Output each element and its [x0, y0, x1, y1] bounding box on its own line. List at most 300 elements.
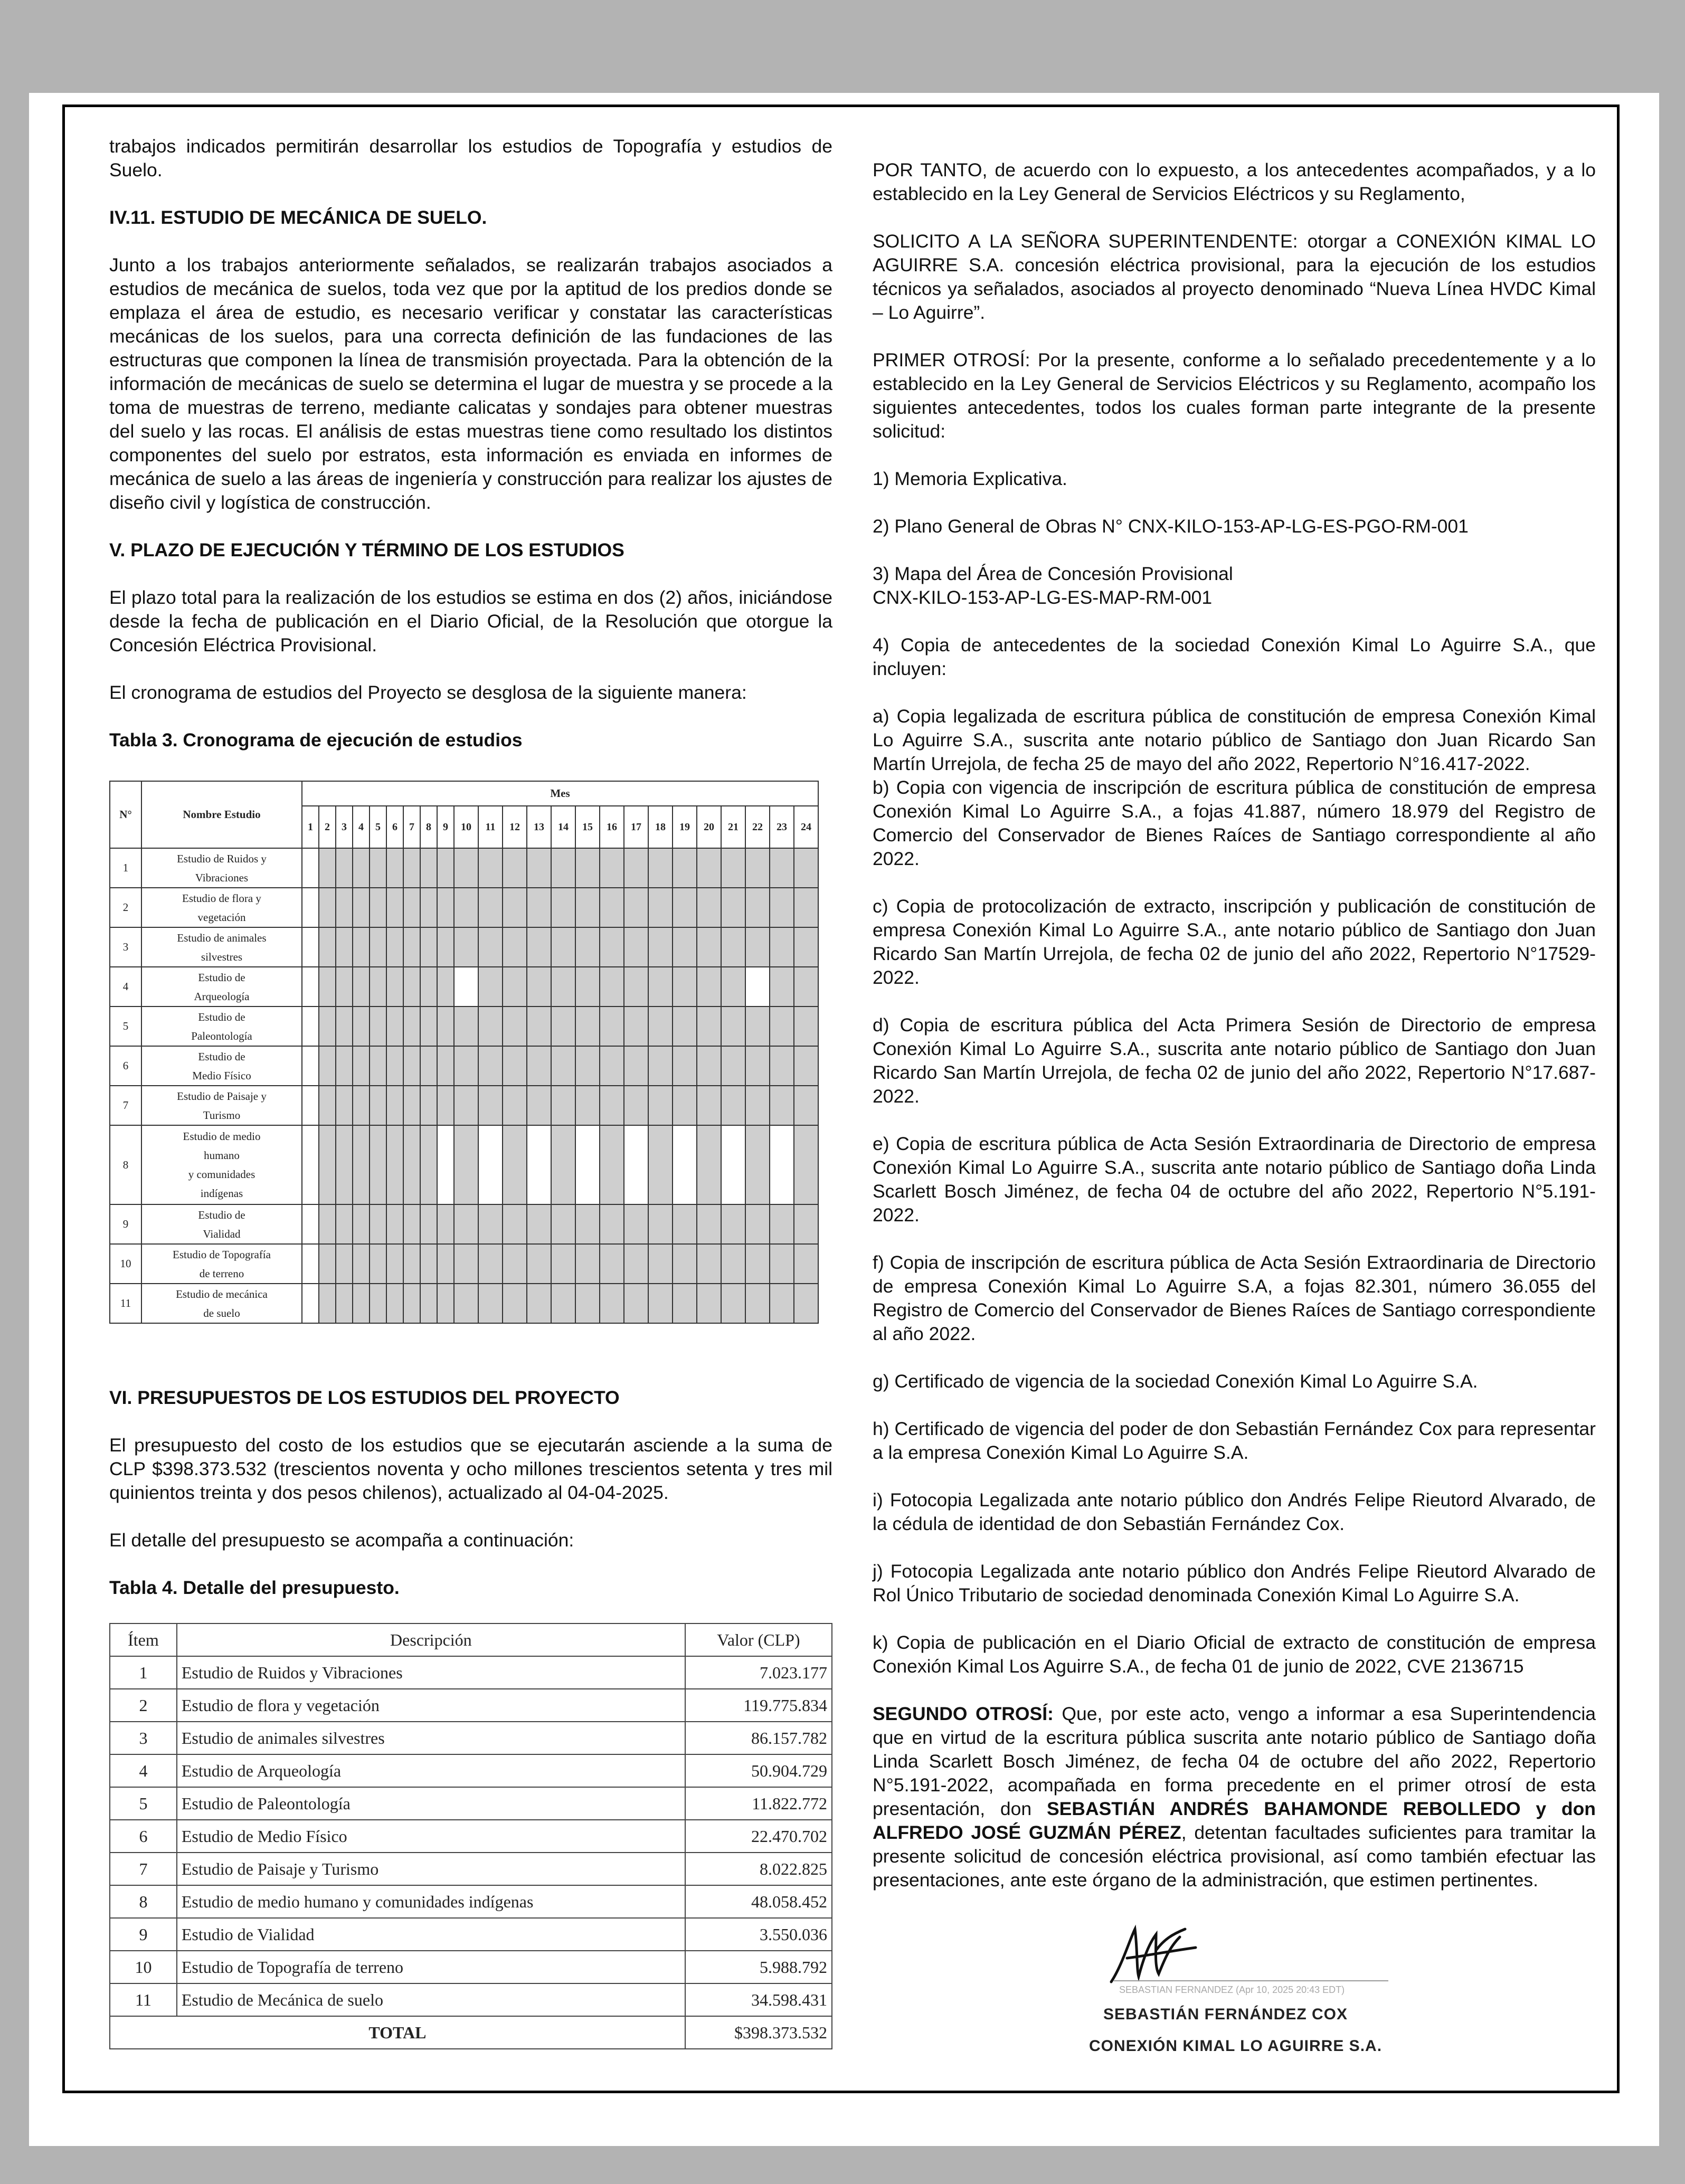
schedule-cell-active [353, 848, 370, 888]
section-vi-paragraph-1: El presupuesto del costo de los estudios que se ejecutarán asciende a la suma de CLP $398.373.532 (trescientos noventa y ocho millones trescientos setenta y tres mil quinientos treinta y dos pesos chilenos), actualizado al 04-04-2025. [109, 1435, 832, 1503]
schedule-cell-active [745, 1284, 770, 1323]
schedule-row [110, 1006, 818, 1046]
schedule-cell-active [353, 1086, 370, 1125]
primer-otrosi-paragraph: PRIMER OTROSÍ: Por la presente, conforme a lo señalado precedentemente y a lo establecido en la Ley General de Servicios Eléctricos y su Reglamento, acompaño los siguientes antecedentes, todos los cuales forman parte integrante de la presente solicitud: [873, 349, 1596, 442]
schedule-row [110, 848, 818, 888]
schedule-cell-empty [302, 848, 319, 888]
list-item-4: 4) Copia de antecedentes de la sociedad Conexión Kimal Lo Aguirre S.A., que incluyen: [873, 634, 1596, 679]
schedule-cell-empty [302, 1006, 319, 1046]
schedule-cell-active [600, 927, 624, 967]
section-iv11-paragraph: Junto a los trabajos anteriormente señalados, se realizarán trabajos asociados a estudios de mecánica de suelos, toda vez que por la aptitud de los predios donde se emplaza el área de estudio, es necesario verificar y constatar las características mecánicas de los suelos, para una correcta definición de las fundaciones de las estructuras que componen la línea de transmisión proyectada. Para la obtención de la información de mecánicas de suelo se determina el lugar de muestra y se procede a la toma de muestras de terreno, mediante calicatas y sondajes para obtener muestras del suelo y las rocas. El análisis de estas muestras tiene como resultado los distintos componentes del suelo por estratos, esta información es enviada en informes de mecánica de suelo a las áreas de ingeniería y construcción para realizar los ajustes de diseño civil y logística de construcción. [109, 254, 832, 513]
schedule-cell-active [503, 848, 527, 888]
budget-value: 22.470.702 [685, 1820, 832, 1853]
schedule-cell-active [697, 1204, 721, 1244]
schedule-cell-active [600, 1284, 624, 1323]
schedule-cell-active [403, 1204, 420, 1244]
schedule-cell-active [454, 927, 478, 967]
schedule-cell-active [503, 1204, 527, 1244]
schedule-cell-active [745, 1006, 770, 1046]
schedule-cell-active [503, 1244, 527, 1284]
schedule-cell-active [319, 1046, 336, 1086]
schedule-cell-active [551, 848, 575, 888]
schedule-cell-active [794, 927, 818, 967]
schedule-month-label: 17 [624, 806, 648, 848]
schedule-cell-active [794, 1284, 818, 1323]
schedule-cell-active [697, 1046, 721, 1086]
schedule-row-name-line: Arqueología [194, 990, 250, 1003]
schedule-cell-active [551, 888, 575, 927]
schedule-cell-active [648, 888, 673, 927]
schedule-cell-active [527, 1284, 551, 1323]
schedule-row-name [141, 848, 302, 888]
schedule-cell-active [503, 1046, 527, 1086]
schedule-cell-active [551, 1125, 575, 1204]
schedule-cell-active [745, 1244, 770, 1284]
schedule-cell-active [648, 848, 673, 888]
schedule-cell-active [673, 1046, 697, 1086]
schedule-cell-active [721, 848, 745, 888]
schedule-cell-active [336, 1125, 353, 1204]
schedule-cell-active [770, 967, 794, 1006]
schedule-cell-active [600, 1046, 624, 1086]
schedule-row-name-line: Estudio de Paisaje y [177, 1089, 267, 1103]
budget-value: 5.988.792 [685, 1951, 832, 1983]
schedule-cell-active [551, 1006, 575, 1046]
schedule-row-number: 11 [110, 1284, 141, 1323]
schedule-cell-active [503, 1086, 527, 1125]
schedule-cell-active [420, 1204, 437, 1244]
schedule-cell-active [403, 1006, 420, 1046]
schedule-row-number: 1 [110, 848, 141, 888]
schedule-row-name-line: Vialidad [203, 1227, 241, 1240]
budget-item: 8 [110, 1885, 177, 1918]
schedule-cell-active [386, 848, 403, 888]
schedule-cell-active [745, 1046, 770, 1086]
schedule-cell-active [648, 1086, 673, 1125]
signatory-name: SEBASTIÁN FERNÁNDEZ COX [1103, 2006, 1348, 2023]
schedule-cell-empty [302, 888, 319, 927]
schedule-month-label: 7 [403, 806, 420, 848]
schedule-cell-empty [302, 967, 319, 1006]
schedule-cell-active [437, 1086, 454, 1125]
schedule-cell-active [551, 1284, 575, 1323]
schedule-row-name [141, 1284, 302, 1323]
schedule-cell-active [624, 1284, 648, 1323]
schedule-row-name-line: de suelo [203, 1306, 240, 1319]
schedule-cell-active [697, 888, 721, 927]
schedule-row-name-line: Estudio de medio [183, 1130, 261, 1143]
schedule-month-label: 1 [302, 806, 319, 848]
budget-item: 2 [110, 1689, 177, 1722]
schedule-cell-active [336, 1284, 353, 1323]
list-item-e: e) Copia de escritura pública de Acta Sesión Extraordinaria de Directorio de empresa Conexión Kimal Lo Aguirre S.A., suscrita ante notario público de Santiago doña Linda Scarlett Bosch Jiménez, de fecha 04 de octubre del año 2022, Repertorio N°5.191-2022. [873, 1133, 1596, 1226]
schedule-cell-active [624, 888, 648, 927]
schedule-row-name-line: Estudio de animales [177, 931, 267, 944]
budget-row [110, 1983, 832, 2016]
schedule-month-label: 11 [478, 806, 503, 848]
schedule-cell-active [551, 927, 575, 967]
schedule-cell-active [745, 1086, 770, 1125]
schedule-row-name-line: vegetación [197, 910, 246, 924]
budget-total-row [110, 2016, 832, 2049]
schedule-cell-active [386, 1125, 403, 1204]
schedule-cell-active [370, 1125, 386, 1204]
schedule-cell-active [503, 1284, 527, 1323]
schedule-cell-active [770, 1006, 794, 1046]
segundo-otrosi-paragraph [873, 1702, 1596, 1892]
budget-total-value: $398.373.532 [685, 2016, 832, 2049]
schedule-cell-active [648, 1284, 673, 1323]
budget-value: 48.058.452 [685, 1885, 832, 1918]
schedule-cell-active [386, 1086, 403, 1125]
schedule-row-name [141, 1244, 302, 1284]
list-item-j: j) Fotocopia Legalizada ante notario público don Andrés Felipe Rieutord Alvarado de Rol Único Tributario de sociedad denominada Conexión Kimal Lo Aguirre S.A. [873, 1561, 1596, 1606]
schedule-cell-active [437, 927, 454, 967]
schedule-row-number: 4 [110, 967, 141, 1006]
list-item-3-line-2: CNX-KILO-153-AP-LG-ES-MAP-RM-001 [873, 587, 1213, 608]
schedule-cell-empty [302, 1244, 319, 1284]
schedule-cell-active [575, 1244, 600, 1284]
schedule-cell-active [770, 927, 794, 967]
schedule-cell-active [478, 1006, 503, 1046]
schedule-cell-active [319, 1284, 336, 1323]
list-item-d: d) Copia de escritura pública del Acta Primera Sesión de Directorio de empresa Conexión Kimal Lo Aguirre S.A., suscrita ante notario público de Santiago don Juan Ricardo San Martín Urrejola, de fecha 02 de junio del año 2022, Repertorio N°17.687-2022. [873, 1014, 1596, 1107]
schedule-cell-empty [770, 1125, 794, 1204]
section-vi-heading: VI. PRESUPUESTOS DE LOS ESTUDIOS DEL PROYECTO [109, 1387, 620, 1408]
schedule-cell-empty [302, 1204, 319, 1244]
schedule-cell-active [503, 927, 527, 967]
schedule-cell-active [336, 1006, 353, 1046]
budget-description: Estudio de Medio Físico [177, 1820, 685, 1853]
schedule-cell-active [673, 1244, 697, 1284]
schedule-cell-active [721, 1244, 745, 1284]
schedule-cell-active [403, 927, 420, 967]
section-v-heading: V. PLAZO DE EJECUCIÓN Y TÉRMINO DE LOS ESTUDIOS [109, 539, 624, 561]
section-v-paragraph-1: El plazo total para la realización de los estudios se estima en dos (2) años, iniciándose desde la fecha de publicación en el Diario Oficial, de la Resolución que otorgue la Concesión Eléctrica Provisional. [109, 587, 832, 656]
schedule-cell-active [600, 1125, 624, 1204]
schedule-cell-active [420, 848, 437, 888]
schedule-cell-active [624, 1006, 648, 1046]
schedule-cell-active [794, 888, 818, 927]
schedule-cell-active [673, 1284, 697, 1323]
budget-row [110, 1754, 832, 1787]
schedule-cell-active [745, 1204, 770, 1244]
schedule-month-label: 14 [551, 806, 575, 848]
schedule-row-number: 5 [110, 1006, 141, 1046]
schedule-cell-active [336, 1244, 353, 1284]
schedule-header-number: N° [110, 781, 141, 848]
schedule-cell-active [600, 888, 624, 927]
schedule-cell-active [624, 848, 648, 888]
schedule-cell-active [770, 1204, 794, 1244]
budget-value: 8.022.825 [685, 1853, 832, 1885]
signature-stamp: SEBASTIAN FERNANDEZ (Apr 10, 2025 20:43 EDT) [1119, 1984, 1345, 1995]
schedule-cell-active [673, 1204, 697, 1244]
schedule-cell-active [527, 927, 551, 967]
schedule-cell-active [575, 1204, 600, 1244]
schedule-cell-active [551, 1086, 575, 1125]
budget-row [110, 1853, 832, 1885]
schedule-month-label: 19 [673, 806, 697, 848]
budget-item: 3 [110, 1722, 177, 1754]
schedule-cell-active [673, 1086, 697, 1125]
schedule-cell-empty [302, 1125, 319, 1204]
schedule-row-name-line: Vibraciones [195, 871, 249, 884]
schedule-cell-active [770, 1046, 794, 1086]
schedule-cell-active [575, 967, 600, 1006]
schedule-cell-active [673, 967, 697, 1006]
schedule-cell-active [478, 1204, 503, 1244]
schedule-cell-active [386, 888, 403, 927]
schedule-cell-active [437, 1204, 454, 1244]
schedule-month-label: 13 [527, 806, 551, 848]
schedule-row-number: 10 [110, 1244, 141, 1284]
segundo-otrosi-text-2: , detentan facultades suficientes para tramitar la presente solicitud de concesión eléctrica provisional, así como también efectuar las presentaciones, ante este órgano de la administración, que estimen pertinentes. [873, 1822, 1596, 1891]
schedule-row [110, 1125, 818, 1204]
budget-description: Estudio de Ruidos y Vibraciones [177, 1656, 685, 1689]
budget-row [110, 1885, 832, 1918]
schedule-cell-active [319, 927, 336, 967]
budget-description: Estudio de medio humano y comunidades indígenas [177, 1885, 685, 1918]
schedule-row-name-line: silvestres [201, 950, 243, 963]
budget-value: 34.598.431 [685, 1983, 832, 2016]
schedule-cell-active [370, 1046, 386, 1086]
schedule-cell-active [624, 1046, 648, 1086]
schedule-cell-active [794, 1244, 818, 1284]
segundo-otrosi-names: SEBASTIÁN ANDRÉS BAHAMONDE REBOLLEDO y don ALFREDO JOSÉ GUZMÁN PÉREZ [873, 1798, 1596, 1843]
schedule-cell-active [478, 1086, 503, 1125]
section-v-paragraph-2: El cronograma de estudios del Proyecto se desglosa de la siguiente manera: [109, 682, 747, 703]
schedule-cell-active [600, 848, 624, 888]
schedule-cell-empty [302, 1086, 319, 1125]
list-item-c: c) Copia de protocolización de extracto, inscripción y publicación de constitución de empresa Conexión Kimal Lo Aguirre S.A., ante notario público de Santiago don Juan Ricardo San Martín Urrejola, de fecha 02 de junio del año 2022, Repertorio N°17529-2022. [873, 896, 1596, 988]
schedule-cell-active [403, 1284, 420, 1323]
budget-item: 7 [110, 1853, 177, 1885]
budget-item: 4 [110, 1754, 177, 1787]
budget-header-item: Ítem [110, 1623, 177, 1656]
schedule-cell-active [437, 1244, 454, 1284]
schedule-cell-active [794, 848, 818, 888]
budget-value: 7.023.177 [685, 1656, 832, 1689]
schedule-cell-active [697, 1284, 721, 1323]
schedule-cell-active [319, 967, 336, 1006]
schedule-cell-active [721, 1086, 745, 1125]
schedule-cell-active [386, 1046, 403, 1086]
budget-description: Estudio de Vialidad [177, 1918, 685, 1951]
schedule-cell-active [600, 1204, 624, 1244]
schedule-row-name [141, 888, 302, 927]
schedule-cell-active [370, 927, 386, 967]
schedule-row-name-line: indígenas [200, 1187, 243, 1200]
schedule-cell-active [403, 1046, 420, 1086]
schedule-cell-active [721, 1046, 745, 1086]
schedule-cell-active [527, 1046, 551, 1086]
schedule-cell-active [648, 1006, 673, 1046]
schedule-cell-active [437, 848, 454, 888]
schedule-cell-active [721, 1006, 745, 1046]
schedule-month-label: 3 [336, 806, 353, 848]
schedule-cell-active [697, 1244, 721, 1284]
schedule-cell-active [770, 888, 794, 927]
schedule-cell-active [386, 1204, 403, 1244]
schedule-cell-active [624, 967, 648, 1006]
schedule-cell-active [437, 1284, 454, 1323]
schedule-cell-active [673, 888, 697, 927]
schedule-month-label: 2 [319, 806, 336, 848]
segundo-otrosi-text-1: Que, por este acto, vengo a informar a esa Superintendencia que en virtud de la escritura pública suscrita ante notario público de Santiago doña Linda Scarlett Bosch Jiménez, de fecha 04 de octubre del año 2022, Repertorio N°5.191-2022, acompañada en forma precedente en el primer otrosí de esta presentación, don [873, 1703, 1596, 1819]
schedule-cell-active [386, 967, 403, 1006]
schedule-cell-active [673, 927, 697, 967]
schedule-header-month: Mes [302, 781, 818, 806]
schedule-month-label: 15 [575, 806, 600, 848]
budget-value: 119.775.834 [685, 1689, 832, 1722]
schedule-cell-active [794, 1006, 818, 1046]
schedule-cell-active [624, 1244, 648, 1284]
schedule-cell-active [551, 1046, 575, 1086]
schedule-cell-active [420, 1284, 437, 1323]
schedule-cell-active [353, 888, 370, 927]
list-item-g: g) Certificado de vigencia de la sociedad Conexión Kimal Lo Aguirre S.A. [873, 1371, 1478, 1392]
schedule-cell-active [454, 1204, 478, 1244]
schedule-cell-active [527, 1204, 551, 1244]
list-item-a: a) Copia legalizada de escritura pública de constitución de empresa Conexión Kimal Lo Aguirre S.A., suscrita ante notario público de Santiago don Juan Ricardo San Martín Urrejola, de fecha 25 de mayo del año 2022, Repertorio N°16.417-2022. [873, 706, 1596, 774]
schedule-month-label: 20 [697, 806, 721, 848]
schedule-cell-active [454, 1046, 478, 1086]
schedule-cell-active [403, 1086, 420, 1125]
table-3-title: Tabla 3. Cronograma de ejecución de estudios [109, 729, 523, 751]
budget-row [110, 1820, 832, 1853]
schedule-month-label: 12 [503, 806, 527, 848]
schedule-cell-active [770, 1284, 794, 1323]
budget-item: 1 [110, 1656, 177, 1689]
schedule-cell-active [478, 888, 503, 927]
schedule-cell-active [478, 1046, 503, 1086]
schedule-cell-active [794, 967, 818, 1006]
schedule-cell-active [575, 848, 600, 888]
budget-item: 6 [110, 1820, 177, 1853]
budget-item: 10 [110, 1951, 177, 1983]
budget-value: 50.904.729 [685, 1754, 832, 1787]
schedule-row-name-line: y comunidades [188, 1168, 255, 1181]
schedule-cell-active [420, 1125, 437, 1204]
list-item-f: f) Copia de inscripción de escritura pública de Acta Sesión Extraordinaria de Directorio de empresa Conexión Kimal Lo Aguirre S.A, a fojas 82.301, número 36.055 del Registro de Comercio del Conservador de Bienes Raíces de Santiago correspondiente al año 2022. [873, 1252, 1596, 1344]
schedule-row-name-line: Estudio de [198, 1208, 245, 1221]
schedule-cell-active [353, 1284, 370, 1323]
schedule-cell-active [370, 967, 386, 1006]
schedule-month-label: 18 [648, 806, 673, 848]
section-iv11-heading: IV.11. ESTUDIO DE MECÁNICA DE SUELO. [109, 207, 487, 228]
schedule-cell-active [403, 848, 420, 888]
schedule-cell-active [770, 1086, 794, 1125]
schedule-cell-active [319, 1006, 336, 1046]
schedule-cell-empty [454, 967, 478, 1006]
schedule-cell-empty [527, 1125, 551, 1204]
schedule-cell-active [437, 967, 454, 1006]
schedule-cell-active [336, 967, 353, 1006]
schedule-cell-active [386, 1284, 403, 1323]
schedule-month-label: 8 [420, 806, 437, 848]
budget-row [110, 1918, 832, 1951]
schedule-cell-active [721, 967, 745, 1006]
schedule-cell-active [575, 927, 600, 967]
schedule-cell-empty [437, 1125, 454, 1204]
schedule-cell-active [551, 1204, 575, 1244]
schedule-cell-active [794, 1125, 818, 1204]
schedule-month-label: 5 [370, 806, 386, 848]
schedule-cell-active [794, 1046, 818, 1086]
schedule-cell-active [697, 1006, 721, 1046]
schedule-cell-active [370, 1204, 386, 1244]
schedule-cell-active [370, 1006, 386, 1046]
schedule-cell-active [353, 967, 370, 1006]
schedule-cell-active [370, 1284, 386, 1323]
schedule-cell-active [648, 1244, 673, 1284]
schedule-cell-active [437, 1006, 454, 1046]
schedule-cell-active [794, 1086, 818, 1125]
schedule-row-number: 6 [110, 1046, 141, 1086]
schedule-cell-active [353, 1204, 370, 1244]
budget-row [110, 1722, 832, 1754]
schedule-cell-active [697, 1125, 721, 1204]
schedule-cell-active [336, 927, 353, 967]
schedule-month-label: 16 [600, 806, 624, 848]
budget-header-row [110, 1623, 832, 1656]
schedule-cell-active [527, 967, 551, 1006]
intro-paragraph: trabajos indicados permitirán desarrollar los estudios de Topografía y estudios de Suelo. [109, 136, 832, 181]
list-item-2: 2) Plano General de Obras N° CNX-KILO-153-AP-LG-ES-PGO-RM-001 [873, 516, 1469, 537]
handwritten-signature [1106, 1919, 1201, 1992]
schedule-cell-active [721, 1284, 745, 1323]
schedule-cell-active [420, 1244, 437, 1284]
schedule-cell-active [575, 1284, 600, 1323]
schedule-cell-active [478, 848, 503, 888]
schedule-cell-active [503, 1125, 527, 1204]
budget-description: Estudio de Paisaje y Turismo [177, 1853, 685, 1885]
schedule-cell-active [336, 1046, 353, 1086]
schedule-cell-active [745, 927, 770, 967]
schedule-row-name-line: humano [204, 1149, 240, 1162]
schedule-cell-active [386, 927, 403, 967]
budget-header-value: Valor (CLP) [685, 1623, 832, 1656]
budget-total-label: TOTAL [110, 2016, 685, 2049]
schedule-row-name [141, 1046, 302, 1086]
schedule-cell-active [770, 1244, 794, 1284]
schedule-month-label: 21 [721, 806, 745, 848]
schedule-row [110, 1244, 818, 1284]
schedule-cell-active [370, 888, 386, 927]
schedule-cell-active [353, 1244, 370, 1284]
schedule-cell-active [336, 848, 353, 888]
schedule-row-name-line: Estudio de [198, 1050, 245, 1063]
schedule-cell-active [575, 1006, 600, 1046]
schedule-month-label: 6 [386, 806, 403, 848]
schedule-cell-active [403, 967, 420, 1006]
list-item-h: h) Certificado de vigencia del poder de don Sebastián Fernández Cox para representar a la empresa Conexión Kimal Lo Aguirre S.A. [873, 1418, 1596, 1463]
schedule-row [110, 1086, 818, 1125]
schedule-cell-active [420, 1046, 437, 1086]
schedule-row-name [141, 1006, 302, 1046]
schedule-cell-active [624, 1204, 648, 1244]
budget-row [110, 1656, 832, 1689]
schedule-table [109, 781, 819, 1324]
budget-description: Estudio de flora y vegetación [177, 1689, 685, 1722]
schedule-cell-active [770, 848, 794, 888]
schedule-cell-active [319, 1204, 336, 1244]
schedule-cell-active [420, 1086, 437, 1125]
budget-item: 11 [110, 1983, 177, 2016]
schedule-cell-active [319, 888, 336, 927]
budget-description: Estudio de Mecánica de suelo [177, 1983, 685, 2016]
